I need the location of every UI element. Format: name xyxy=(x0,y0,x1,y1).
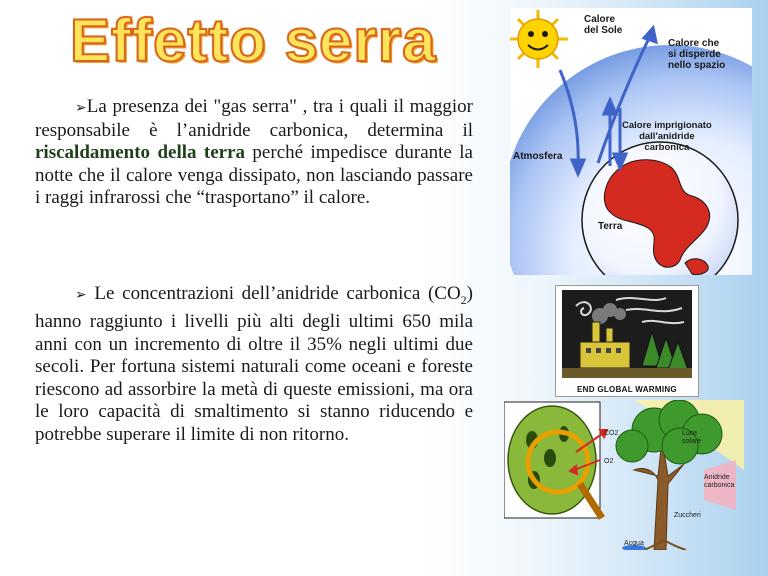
greenhouse-diagram xyxy=(510,8,752,275)
paragraph1-highlight: riscaldamento della terra xyxy=(35,142,246,163)
label-sunlight: Luce solare xyxy=(682,430,702,445)
label-trapped-heat: Calore imprigionato dall'anidride carbonica xyxy=(622,120,712,153)
label-co2-plant: Anidride carbonica xyxy=(704,474,735,489)
end-global-warming-poster xyxy=(555,285,699,397)
label-o2: O2 xyxy=(604,458,614,465)
paragraph1-text-before: La presenza dei "gas serra" , tra i quali il maggior responsabile è l’anidride carbonica, determina il xyxy=(35,96,473,141)
poster-caption: END GLOBAL WARMING xyxy=(577,385,677,394)
label-co2: CO2 xyxy=(604,430,619,437)
paragraph-greenhouse-gases xyxy=(35,96,473,210)
photosynthesis-illustration xyxy=(504,400,744,550)
arrow-bullet-icon: ➢ xyxy=(75,100,87,116)
paragraph2-text-before: Le concentrazioni dell’anidride carbonica (CO xyxy=(86,283,461,304)
label-earth: Terra xyxy=(598,221,623,232)
label-water: Acqua xyxy=(624,540,644,547)
factory-pollution-graphic xyxy=(556,286,698,382)
label-space-heat: Calore che si disperde nello spazio xyxy=(668,38,726,71)
sun-icon xyxy=(510,10,568,68)
paragraph1-text-after: perché impedisce durante la notte che il calore venga dissipato, non lasciando passare i raggi infrarossi che “trasportano” il calore. xyxy=(35,142,473,208)
label-sun-heat: Calore del Sole xyxy=(584,14,623,36)
paragraph2-text-after: ) hanno raggiunto i livelli più alti degli ultimi 650 mila anni con un incremento di oltre il 35% negli ultimi due secoli. Per fortuna sistemi naturali come oceani e foreste riescono ad assorbire la metà di queste emissioni, ma ora le loro capacità di smaltimento si stanno riducendo e potrebbe superare il limite di non ritorno. xyxy=(35,283,473,445)
label-atmosphere: Atmosfera xyxy=(513,151,563,162)
co2-subscript: 2 xyxy=(460,292,467,307)
label-sugars: Zuccheri xyxy=(674,512,701,519)
arrow-bullet-icon: ➢ xyxy=(75,287,87,303)
slide-title: Effetto serra xyxy=(70,7,437,74)
paragraph-co2-concentration xyxy=(35,283,473,446)
